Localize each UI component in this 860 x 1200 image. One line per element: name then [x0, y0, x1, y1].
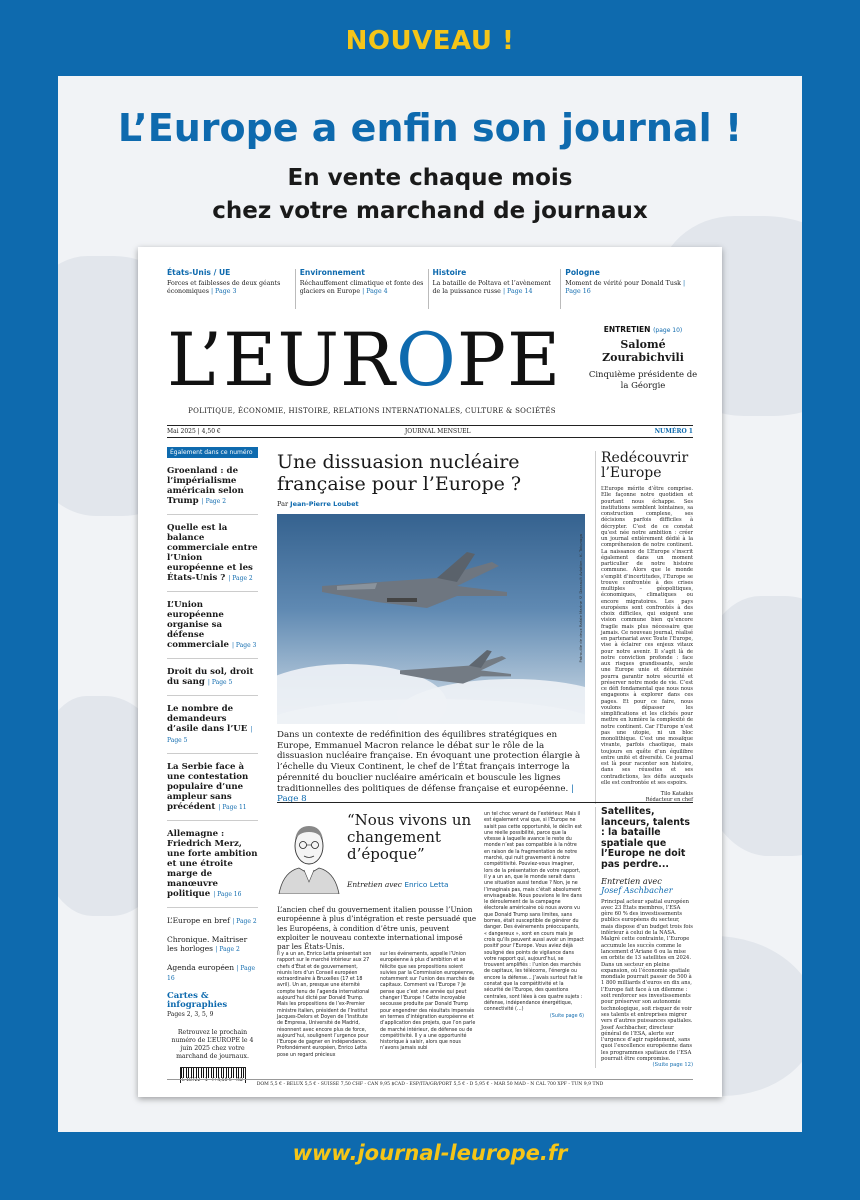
- interview-column-3: [484, 812, 584, 1020]
- sidebar-item: [167, 466, 258, 515]
- entretien-page: (page 10): [653, 327, 683, 334]
- sidebar-item: [167, 600, 258, 659]
- interview-title: “Nous vivons un changement d’époque”: [347, 811, 472, 863]
- entretien-name: Salomé Zourabichvili: [602, 338, 684, 364]
- cartes-title: Cartes & infographies: [167, 991, 228, 1010]
- dateline: [167, 425, 693, 438]
- interview-intro: L’ancien chef du gouvernement italien pousse l’Union européenne à plus d’intégration et reste persuadé que les Européens, à condition d’être unis, peuvent exploiter le nouveau contexte international imposé par les États-Unis.: [277, 905, 477, 952]
- sub-headline: [58, 162, 802, 228]
- price-footer: DOM 5,5 € - BELUX 5,5 € - SUISSE 7,50 CHF - CAN 9,95 $CAD - ESP/ITA/GR/PORT 5,5 € - D 5,95 € - MAR 50 MAD - N CAL 700 XPF - TUN 9,9 TND: [167, 1079, 693, 1087]
- masthead-part: L’EUR: [167, 318, 396, 403]
- main-lead: [277, 730, 585, 805]
- website-link[interactable]: www.journal-leurope.fr: [292, 1141, 568, 1165]
- teaser-page: | Page 16: [565, 280, 686, 295]
- sidebar-item: [167, 667, 258, 696]
- teaser-page: | Page 3: [210, 288, 237, 295]
- teaser-text: Moment de vérité pour Donald Tusk: [565, 280, 681, 287]
- interviewee-name: Enrico Letta: [404, 880, 449, 889]
- space-interview-with: [601, 877, 693, 895]
- portrait-illustration: [277, 812, 341, 894]
- sidebar-item-page: | Page 2: [201, 498, 227, 505]
- interview-column-2: sur les événements, appelle l’Union européenne à plus d’ambition et se félicite que ses propositions soient suivies par la Commission européenne, notamment sur l’union des marchés de capitaux. Comment va l’Europe ? Je pense que c’est une année qui peut changer l’Europe ! Cette incroyable secousse produite par Donald Trump pour engendrer des résultats impensés en termes d’intégration européenne et d’application des projets, que l’on parle de marché intérieur, de défense ou de compétitivité. Il y a une opportunité historique à saisir, alors que nous n’avons jamais subi: [380, 952, 476, 1052]
- sidebar-small-title: Chronique. Maîtriser les horloges: [167, 935, 248, 953]
- sidebar-head: Également dans ce numéro: [167, 447, 258, 458]
- cartes-pages: Pages 2, 3, 5, 9: [167, 1011, 214, 1018]
- masthead-logo: [167, 315, 577, 407]
- byline: [277, 500, 585, 508]
- space-with-label: Entretien avec: [601, 875, 662, 886]
- newspaper-front-page: [138, 247, 722, 1097]
- sidebar-item: [167, 704, 258, 754]
- interview-subtitle: [347, 880, 479, 889]
- barcode-text: L 18722 - 1 - F: 4,50 € - RD: [182, 1078, 243, 1083]
- interview-with: Entretien avec: [347, 880, 402, 889]
- teaser-text: Forces et faiblesses de deux géants économiques: [167, 280, 281, 295]
- entretien-box: [588, 325, 698, 392]
- space-article: [595, 807, 693, 1068]
- sidebar-small-item: [167, 935, 258, 954]
- editor-name: Tilo Kataikis: [660, 791, 693, 797]
- teaser-category: Histoire: [432, 268, 467, 277]
- sidebar-small-item: [167, 963, 258, 983]
- space-interviewee: Josef Aschbacher: [601, 884, 673, 895]
- sidebar: [167, 447, 258, 1083]
- sidebar-small-title: L’Europe en bref: [167, 916, 230, 925]
- sidebar-item-page: | Page 16: [213, 891, 242, 898]
- sidebar-small-title: Agenda européen: [167, 963, 235, 972]
- fighter-jet-icon: [397, 644, 517, 692]
- masthead-o: O: [395, 318, 457, 403]
- top-teasers: [167, 269, 693, 309]
- tagline: POLITIQUE, ÉCONOMIE, HISTOIRE, RELATIONS INTERNATIONALES, CULTURE & SOCIÉTÉS: [188, 407, 556, 415]
- entretien-role: Cinquième présidente de la Géorgie: [588, 370, 698, 391]
- rafale-photo: [277, 514, 585, 724]
- editorial-text: L’Europe mérite d’être comprise. Elle façonne notre quotidien et pourtant nous échappe. Ses institutions semblent lointaines, sa construction complexe, ses décisions parfois difficiles à décrypter. C’est de ce constat qu’est née notre ambition : créer un journal entièrement dédié à la compréhension de notre continent. La naissance de L’Europe s’inscrit également dans un moment particulier de notre histoire commune. Alors que le monde s’emplit d’incertitudes, l’Europe se trouve confrontée à des crises multiples – géopolitiques, économiques, climatiques ou encore migratoires. Les pays européens sont confrontés à des choix difficiles, qui exigent une vision commune bien qu’encore fragile mais plus nécessaire que jamais. Ce nouveau journal, réalisé en partenariat avec Toute l’Europe, vise à éclairer ces enjeux vitaux pour notre avenir. Il s’agit là de notre conviction profonde : face aux risques grandissants, seule une Europe unie et déterminée pourra garantir notre sécurité et préserver notre mode de vie. C’est ce défi fondamental que nous nous engageons à explorer dans ces pages. Et pour ce faire, nous voulons dépasser les simplifications et les clichés pour mettre en lumière la complexité de notre continent. Car l’Europe n’est pas une utopie, ni un bloc monolithique. C’est une mosaïque vivante, parfois chaotique, mais toujours en quête d’un équilibre entre unité et diversité. Ce journal est là pour raconter son histoire, dans ses réussites et ses contradictions, les défis auxquels elle est confrontée et ses espoirs.: [601, 486, 693, 786]
- entretien-label: [588, 325, 698, 334]
- entretien-label-text: ENTRETIEN: [603, 325, 651, 334]
- sidebar-small-item: [167, 916, 258, 926]
- sidebar-item: [167, 762, 258, 821]
- interview-column-1: Il y a un an, Enrico Letta présentait son rapport sur le marché intérieur aux 27 chefs d’État et de gouvernement, réunis lors d’un Conseil européen extraordinaire à Bruxelles (17 et 18 avril). Un an, presque une éternité compte tenu de l’agenda international aujourd’hui dicté par Donald Trump. Mais les propositions de l’ex-Premier ministre italien, président de l’Institut Jacques-Delors et Doyen de l’Institute de Empresa, Université de Madrid, résonnent avec encore plus de force, aujourd’hui, soulignent l’urgence pour l’Europe de gagner en indépendance. Profondément européen, Enrico Letta pose un regard précieux: [277, 952, 372, 1058]
- sidebar-item-page: | Page 3: [231, 642, 257, 649]
- author-name: Jean-Pierre Loubet: [290, 500, 359, 508]
- teaser-category: États-Unis / UE: [167, 268, 231, 277]
- main-lead-page: | Page 8: [277, 783, 574, 805]
- teaser-category: Pologne: [565, 268, 600, 277]
- teaser: [167, 269, 295, 309]
- sidebar-item-page: | Page 5: [207, 679, 233, 686]
- section-divider: [277, 802, 693, 803]
- teaser: [295, 269, 428, 309]
- teaser-page: | Page 14: [502, 288, 533, 295]
- main-headline: L’Europe a enfin son journal !: [117, 106, 743, 150]
- teaser-text: La bataille de Poltava et l’avènement de la puissance russe: [432, 280, 551, 295]
- sidebar-item-page: | Page 5: [167, 726, 253, 744]
- sidebar-item: [167, 829, 258, 908]
- sidebar-item-title: Groenland : de l’impérialisme américain selon Trump: [167, 466, 244, 506]
- byline-prefix: Par: [277, 500, 289, 508]
- interview-continued: (Suite page 6): [549, 1013, 584, 1019]
- sub-line-2: chez votre marchand de journaux: [212, 198, 648, 224]
- editorial: [595, 451, 693, 804]
- editor-role: Rédacteur en chef: [645, 797, 693, 804]
- main-lead-text: Dans un contexte de redéfinition des équilibres stratégiques en Europe, Emmanuel Macron relance le débat sur le rôle de la dissuasion nucléaire française. En évoquant une protection élargie à l’échelle du Vieux Continent, le chef de l’État français interroge la pérennité du bouclier nucléaire américain et bouscule les lignes traditionnelles des politiques de défense française et européenne.: [277, 730, 581, 794]
- sidebar-item: [167, 523, 258, 592]
- main-article: [277, 451, 585, 805]
- sidebar-item-title: L’Union européenne organise sa défense commerciale: [167, 600, 229, 650]
- sidebar-item-title: Droit du sol, droit du sang: [167, 667, 254, 687]
- next-issue-note: Retrouvez le prochain numéro de L’EUROPE le 4 juin 2025 chez votre marchand de journaux.: [171, 1029, 254, 1060]
- space-article-title: Satellites, lanceurs, talents : la bataille spatiale que l’Europe ne doit pas perdre...: [601, 806, 690, 870]
- sidebar-small-page: | Page 2: [232, 918, 257, 925]
- space-continued: (Suite page 12): [652, 1062, 693, 1069]
- sidebar-item-title: La Serbie face à une contestation populaire d’une ampleur sans précédent: [167, 762, 249, 812]
- teaser-category: Environnement: [299, 268, 365, 277]
- sidebar-item-title: Allemagne : Friedrich Merz, une forte ambition et une étroite marge de manœuvre politique: [167, 829, 258, 899]
- sidebar-item-page: | Page 11: [218, 804, 247, 811]
- photo-caption: Patrouille de deux Rafale Marine © Dassault Aviation - K. Tokunaga: [578, 534, 583, 663]
- fighter-jet-icon: [317, 542, 517, 622]
- masthead-part: PE: [456, 318, 562, 403]
- sidebar-item-title: Le nombre de demandeurs d’asile dans l’UE: [167, 704, 248, 734]
- issue-number: NUMÉRO 1: [654, 428, 693, 435]
- sidebar-item-page: | Page 2: [228, 575, 253, 582]
- teaser: [560, 269, 693, 309]
- sub-line-1: En vente chaque mois: [287, 165, 573, 191]
- space-article-text: Principal acteur spatial européen avec 23 États membres, l’ESA gère 60 % des investissements publics européens du secteur, mais dispose d’un budget trois fois inférieur à celui de la NASA. Malgré cette contrainte, l’Europe accumule les succès comme le lancement d’Ariane 6 ou la mise en orbite de 13 satellites en 2024. Dans un secteur en pleine expansion, où l’économie spatiale mondiale pourrait passer de 500 à 1 800 milliards d’euros en dix ans, l’Europe fait face à un dilemme : soit renforcer ses investissements pour préserver son autonomie technologique, soit risquer de voir ses talents et entreprises migrer vers d’autres puissances spatiales. Josef Aschbacher, directeur général de l’ESA, alerte sur l’urgence d’agir rapidement, sans quoi l’excellence européenne dans les programmes spatiaux de l’ESA pourrait être compromise.: [601, 898, 693, 1062]
- interview-column-3-text: un tel choc venant de l’extérieur. Mais il est également vrai que, si l’Europe ne saisit pas cette opportunité, le déclin est une réelle possibilité, parce que la vitesse à laquelle avance le reste du monde n’est pas compatible à la nôtre en raison de la fragmentation de notre marché, qui nuit gravement à notre compétitivité. Pouviez-vous imaginer, lors de la présentation de votre rapport, il y a un an, que le monde serait dans une situation aussi tendue ? Non, je ne l’imaginais pas, mais c’était absolument envisageable. Nous pouvions le lire dans le déroulement de la campagne électorale américaine où nous avons vu que Donald Trump sans limites, sans bornes, était susceptible de générer du danger. Des événements préoccupants, « dangereux », sont en cours mais je crois qu’ils peuvent aussi avoir un impact positif pour l’Europe. Vous aviez déjà souligné des points de vigilance dans votre rapport qui, aujourd’hui, se trouvent amplifiés : l’union des marchés de capitaux, les télécoms, l’énergie ou encore la défense… J’avais surtout fait le constat que la compétitivité et la sécurité de l’Europe, des questions centrales, sont liées à ces quatre sujets : défense, indépendance énergétique, connectivité (…): [484, 812, 584, 1013]
- issue-date: Mai 2025 | 4,50 €: [167, 428, 221, 435]
- teaser: [428, 269, 561, 309]
- sidebar-small-page: | Page 2: [215, 946, 240, 953]
- issue-kind: JOURNAL MENSUEL: [404, 428, 471, 435]
- nouveau-banner: NOUVEAU !: [345, 26, 515, 56]
- sidebar-item-title: Quelle est la balance commerciale entre l’Union européenne et les États-Unis ?: [167, 523, 258, 583]
- teaser-text: Réchauffement climatique et fonte des glaciers en Europe: [299, 280, 424, 295]
- sidebar-small-page: | Page 16: [167, 965, 256, 982]
- editorial-title: Redécouvrir l’Europe: [601, 450, 689, 481]
- main-article-title: Une dissuasion nucléaire française pour l’Europe ?: [277, 451, 522, 495]
- teaser-page: | Page 4: [362, 288, 388, 295]
